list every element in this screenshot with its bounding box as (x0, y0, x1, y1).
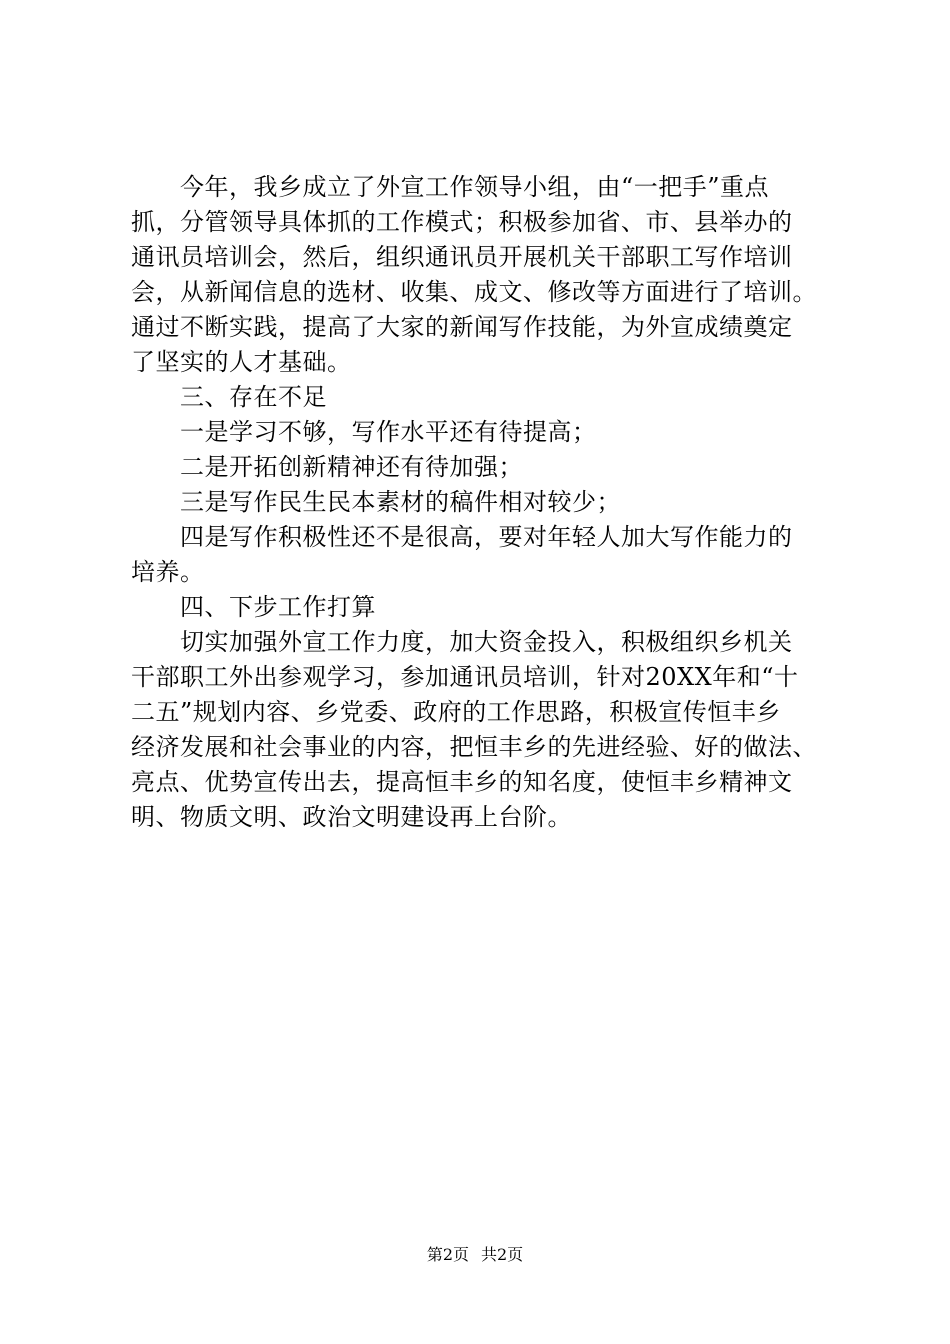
paragraph-line: 通讯员培训会，然后，组织通讯员开展机关干部职工写作培训 (131, 243, 793, 271)
page-footer (0, 1244, 950, 1266)
paragraph-line: 亮点、优势宣传出去，提高恒丰乡的知名度，使恒丰乡精神文 (131, 768, 793, 796)
list-item: 二是开拓创新精神还有待加强； (180, 453, 523, 481)
list-item-continuation: 培养。 (131, 558, 205, 586)
list-item: 四是写作积极性还不是很高，要对年轻人加大写作能力的 (180, 523, 793, 551)
page-total: 共2页 (481, 1245, 524, 1264)
page-number: 第2页 (426, 1245, 469, 1264)
section-heading: 三、存在不足 (180, 383, 327, 411)
paragraph-line: 经济发展和社会事业的内容，把恒丰乡的先进经验、好的做法、 (131, 733, 817, 761)
paragraph-line: 抓，分管领导具体抓的工作模式；积极参加省、市、县举办的 (131, 208, 793, 236)
list-item: 三是写作民生民本素材的稿件相对较少； (180, 488, 621, 516)
paragraph-line: 通过不断实践，提高了大家的新闻写作技能，为外宣成绩奠定 (131, 313, 793, 341)
paragraph-line: 今年，我乡成立了外宣工作领导小组，由“一把手”重点 (180, 173, 770, 201)
paragraph-line: 二五”规划内容、乡党委、政府的工作思路，积极宣传恒丰乡 (131, 698, 781, 726)
section-heading: 四、下步工作打算 (180, 593, 376, 621)
paragraph-line: 会，从新闻信息的选材、收集、成文、修改等方面进行了培训。 (131, 278, 817, 306)
document-body (131, 170, 831, 835)
paragraph-line: 明、物质文明、政治文明建设再上台阶。 (131, 803, 572, 831)
paragraph-line: 干部职工外出参观学习，参加通讯员培训，针对20XX年和“十 (131, 663, 799, 691)
paragraph-line: 切实加强外宣工作力度，加大资金投入，积极组织乡机关 (180, 628, 793, 656)
paragraph-line: 了坚实的人才基础。 (131, 348, 352, 376)
list-item: 一是学习不够，写作水平还有待提高； (180, 418, 597, 446)
